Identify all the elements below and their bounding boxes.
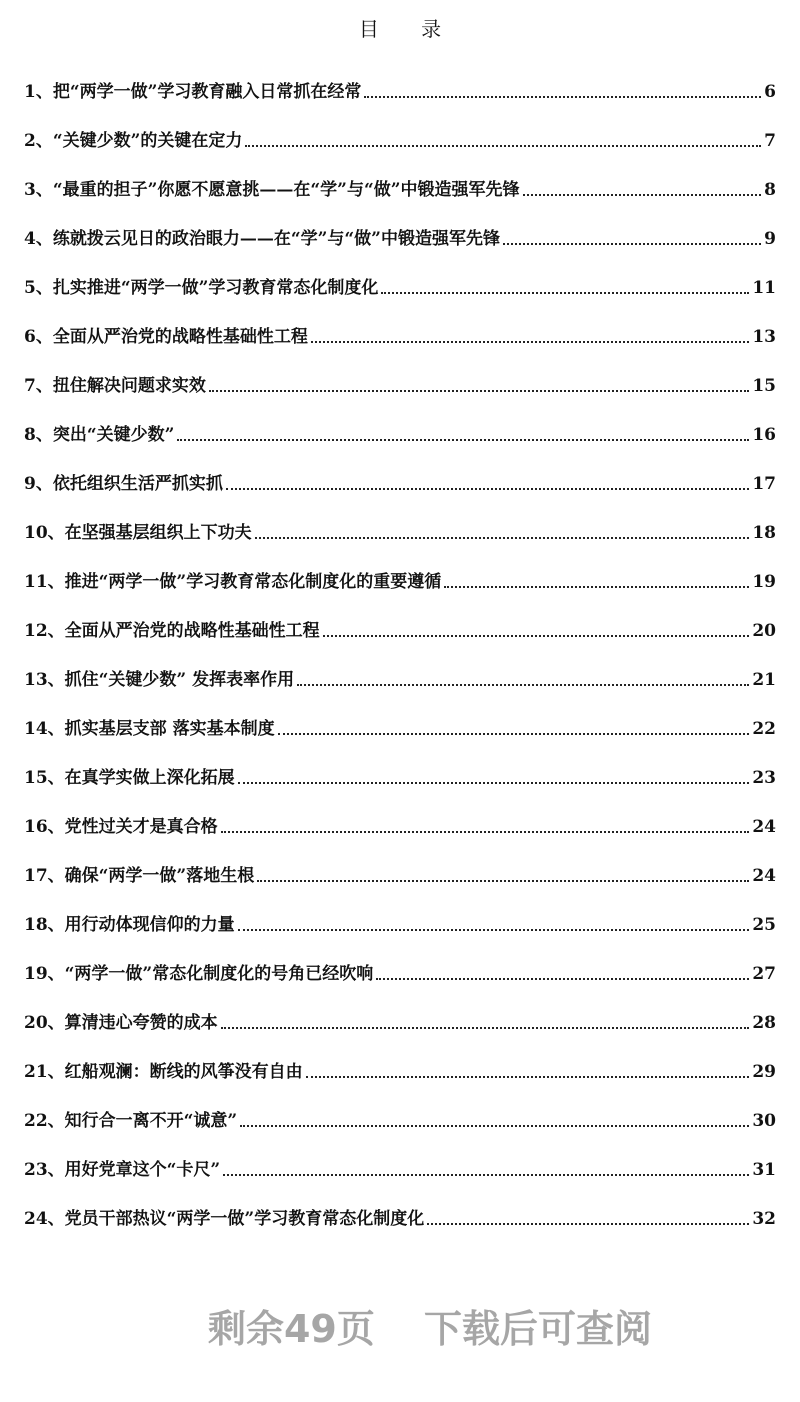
toc-entry[interactable] xyxy=(24,887,776,936)
toc-entry[interactable] xyxy=(24,936,776,985)
dot-leader xyxy=(306,1076,750,1078)
toc-entry[interactable] xyxy=(24,642,776,691)
toc-entry-page-number: 24 xyxy=(752,817,776,837)
toc-entry-label: 10、在坚强基层组织上下功夫 xyxy=(24,523,252,543)
toc-entry[interactable] xyxy=(24,446,776,495)
toc-entry-page-number: 11 xyxy=(752,278,776,298)
toc-entry[interactable] xyxy=(24,299,776,348)
toc-entry-label: 22、知行合一离不开“诚意” xyxy=(24,1111,238,1131)
dot-leader xyxy=(311,341,750,343)
dot-leader xyxy=(364,96,761,98)
dot-leader xyxy=(297,684,749,686)
toc-entry-label: 20、算清违心夸赞的成本 xyxy=(24,1013,218,1033)
toc-entry[interactable] xyxy=(24,544,776,593)
toc-entry[interactable] xyxy=(24,397,776,446)
dot-leader xyxy=(221,1027,750,1029)
toc-entry-label: 8、突出“关键少数” xyxy=(24,425,175,445)
toc-entry-label: 6、全面从严治党的战略性基础性工程 xyxy=(24,327,308,347)
toc-entry[interactable] xyxy=(24,1083,776,1132)
dot-leader xyxy=(221,831,750,833)
toc-entry-page-number: 23 xyxy=(752,768,776,788)
toc-entry-label: 12、全面从严治党的战略性基础性工程 xyxy=(24,621,320,641)
toc-entry-page-number: 15 xyxy=(752,376,776,396)
toc-entry-page-number: 24 xyxy=(752,866,776,886)
toc-entry[interactable] xyxy=(24,201,776,250)
toc-entry[interactable] xyxy=(24,103,776,152)
toc-entry-label: 5、扎实推进“两学一做”学习教育常态化制度化 xyxy=(24,278,379,298)
toc-entry[interactable] xyxy=(24,593,776,642)
dot-leader xyxy=(503,243,761,245)
toc-entry-label: 21、红船观澜：断线的风筝没有自由 xyxy=(24,1062,303,1082)
toc-entry-page-number: 29 xyxy=(752,1062,776,1082)
dot-leader xyxy=(523,194,762,196)
toc-entry-page-number: 32 xyxy=(752,1209,776,1229)
dot-leader xyxy=(226,488,750,490)
toc-entry-label: 2、“关键少数”的关键在定力 xyxy=(24,131,243,151)
toc-entry-page-number: 13 xyxy=(752,327,776,347)
toc-entry[interactable] xyxy=(24,985,776,1034)
toc-entry-page-number: 6 xyxy=(764,82,776,102)
toc-entry-label: 11、推进“两学一做”学习教育常态化制度化的重要遵循 xyxy=(24,572,442,592)
dot-leader xyxy=(223,1174,749,1176)
toc-entry[interactable] xyxy=(24,789,776,838)
dot-leader xyxy=(177,439,749,441)
toc-entry-page-number: 28 xyxy=(752,1013,776,1033)
toc-entry-label: 18、用行动体现信仰的力量 xyxy=(24,915,235,935)
download-notice: 剩余49页 下载后可查阅 xyxy=(207,1307,653,1351)
toc-entry-label: 7、扭住解决问题求实效 xyxy=(24,376,206,396)
toc-entry-page-number: 21 xyxy=(752,670,776,690)
dot-leader xyxy=(245,145,761,147)
toc-entry-label: 24、党员干部热议“两学一做”学习教育常态化制度化 xyxy=(24,1209,425,1229)
dot-leader xyxy=(376,978,749,980)
toc-entry[interactable] xyxy=(24,1181,776,1230)
toc-entry-label: 15、在真学实做上深化拓展 xyxy=(24,768,235,788)
toc-entry-page-number: 19 xyxy=(752,572,776,592)
toc-entry-page-number: 18 xyxy=(752,523,776,543)
toc-entry-page-number: 8 xyxy=(764,180,776,200)
dot-leader xyxy=(427,1223,749,1225)
toc-entry[interactable] xyxy=(24,495,776,544)
toc-list xyxy=(24,54,776,1230)
toc-entry[interactable] xyxy=(24,1132,776,1181)
toc-entry-page-number: 16 xyxy=(752,425,776,445)
dot-leader xyxy=(323,635,750,637)
dot-leader xyxy=(238,782,750,784)
toc-entry-page-number: 30 xyxy=(752,1111,776,1131)
toc-entry-label: 23、用好党章这个“卡尺” xyxy=(24,1160,221,1180)
toc-entry[interactable] xyxy=(24,250,776,299)
dot-leader xyxy=(209,390,749,392)
toc-entry-page-number: 25 xyxy=(752,915,776,935)
dot-leader xyxy=(255,537,750,539)
dot-leader xyxy=(257,880,749,882)
toc-entry[interactable] xyxy=(24,691,776,740)
toc-entry-page-number: 31 xyxy=(752,1160,776,1180)
toc-entry-label: 14、抓实基层支部 落实基本制度 xyxy=(24,719,275,739)
toc-entry[interactable] xyxy=(24,740,776,789)
toc-entry-page-number: 7 xyxy=(764,131,776,151)
toc-entry[interactable] xyxy=(24,348,776,397)
toc-entry-label: 13、抓住“关键少数” 发挥表率作用 xyxy=(24,670,295,690)
toc-entry-label: 17、确保“两学一做”落地生根 xyxy=(24,866,255,886)
dot-leader xyxy=(240,1125,749,1127)
toc-entry-page-number: 27 xyxy=(752,964,776,984)
toc-entry[interactable] xyxy=(24,152,776,201)
toc-entry-page-number: 9 xyxy=(764,229,776,249)
toc-entry[interactable] xyxy=(24,1034,776,1083)
dot-leader xyxy=(278,733,750,735)
toc-entry[interactable] xyxy=(24,838,776,887)
toc-entry-label: 3、“最重的担子”你愿不愿意挑——在“学”与“做”中锻造强军先锋 xyxy=(24,180,520,200)
toc-entry-label: 9、依托组织生活严抓实抓 xyxy=(24,474,223,494)
dot-leader xyxy=(444,586,749,588)
toc-entry-label: 1、把“两学一做”学习教育融入日常抓在经常 xyxy=(24,82,362,102)
toc-entry-page-number: 17 xyxy=(752,474,776,494)
toc-entry[interactable] xyxy=(24,54,776,103)
toc-entry-label: 19、“两学一做”常态化制度化的号角已经吹响 xyxy=(24,964,374,984)
toc-entry-label: 16、党性过关才是真合格 xyxy=(24,817,218,837)
toc-entry-page-number: 20 xyxy=(752,621,776,641)
toc-title: 目 录 xyxy=(358,17,460,41)
dot-leader xyxy=(238,929,750,931)
toc-entry-label: 4、练就拨云见日的政治眼力——在“学”与“做”中锻造强军先锋 xyxy=(24,229,500,249)
toc-entry-page-number: 22 xyxy=(752,719,776,739)
dot-leader xyxy=(381,292,749,294)
